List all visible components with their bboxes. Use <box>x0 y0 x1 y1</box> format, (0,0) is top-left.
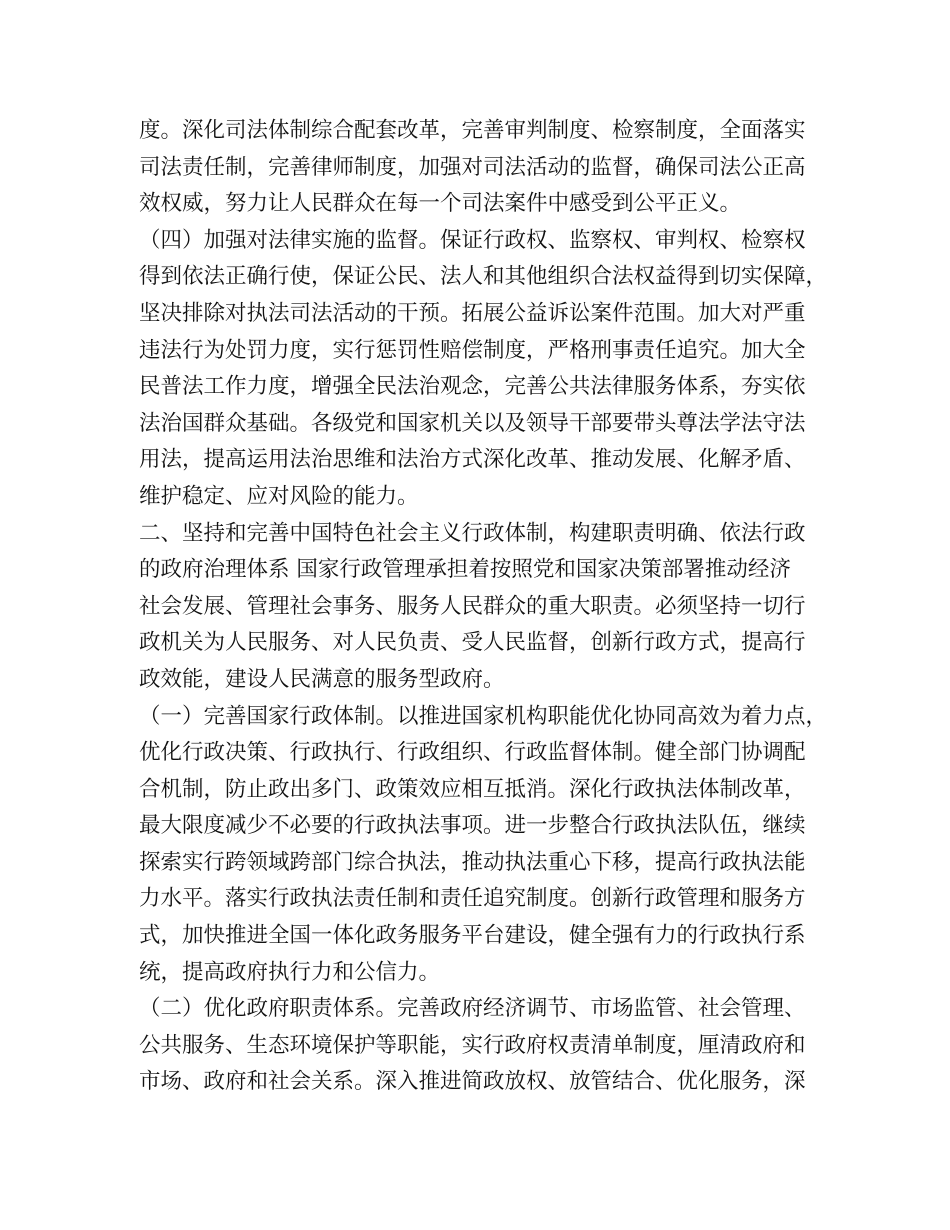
text-line: （一）完善国家行政体制。以推进国家机构职能优化协同高效为着力点， <box>139 703 828 729</box>
text-line: 合机制，防止政出多门、政策效应相互抵消。深化行政执法体制改革， <box>139 776 806 802</box>
text-line: 政机关为人民服务、对人民负责、受人民监督，创新行政方式，提高行 <box>139 630 806 656</box>
text-line: 违法行为处罚力度，实行惩罚性赔偿制度，严格刑事责任追究。加大全 <box>139 337 806 363</box>
text-line: 二、坚持和完善中国特色社会主义行政体制，构建职责明确、依法行政 <box>139 520 806 546</box>
text-line: 法治国群众基础。各级党和国家机关以及领导干部要带头尊法学法守法 <box>139 410 806 436</box>
text-line: 维护稳定、应对风险的能力。 <box>139 483 419 509</box>
text-line: 统，提高政府执行力和公信力。 <box>139 959 441 985</box>
text-line: 社会发展、管理社会事务、服务人民群众的重大职责。必须坚持一切行 <box>139 593 806 619</box>
text-line: 的政府治理体系 国家行政管理承担着按照党和国家决策部署推动经济 <box>139 557 791 583</box>
text-line: 度。深化司法体制综合配套改革，完善审判制度、检察制度，全面落实 <box>139 118 806 143</box>
text-line: 得到依法正确行使，保证公民、法人和其他组织合法权益得到切实保障， <box>139 264 828 290</box>
document-body <box>139 113 829 1101</box>
text-line: 公共服务、生态环境保护等职能，实行政府权责清单制度，厘清政府和 <box>139 1032 806 1058</box>
text-line: 优化行政决策、行政执行、行政组织、行政监督体制。健全部门协调配 <box>139 740 806 766</box>
text-line: 坚决排除对执法司法活动的干预。拓展公益诉讼案件范围。加大对严重 <box>139 300 806 326</box>
text-line: 政效能，建设人民满意的服务型政府。 <box>139 666 505 692</box>
text-line: 市场、政府和社会关系。深入推进简政放权、放管结合、优化服务，深 <box>139 1069 806 1095</box>
text-line: 用法，提高运用法治思维和法治方式深化改革、推动发展、化解矛盾、 <box>139 447 806 473</box>
text-line: （二）优化政府职责体系。完善政府经济调节、市场监管、社会管理、 <box>139 996 806 1022</box>
text-line: 最大限度减少不必要的行政执法事项。进一步整合行政执法队伍，继续 <box>139 813 806 839</box>
text-line: 式，加快推进全国一体化政务服务平台建设，健全强有力的行政执行系 <box>139 923 806 949</box>
text-line: 民普法工作力度，增强全民法治观念，完善公共法律服务体系，夯实依 <box>139 374 806 400</box>
text-line: 效权威，努力让人民群众在每一个司法案件中感受到公平正义。 <box>139 191 742 217</box>
text-line: 探索实行跨领域跨部门综合执法，推动执法重心下移，提高行政执法能 <box>139 849 806 875</box>
text-line: 司法责任制，完善律师制度，加强对司法活动的监督，确保司法公正高 <box>139 154 806 180</box>
text-line: 力水平。落实行政执法责任制和责任追究制度。创新行政管理和服务方 <box>139 886 806 912</box>
text-line: （四）加强对法律实施的监督。保证行政权、监察权、审判权、检察权 <box>139 227 806 253</box>
